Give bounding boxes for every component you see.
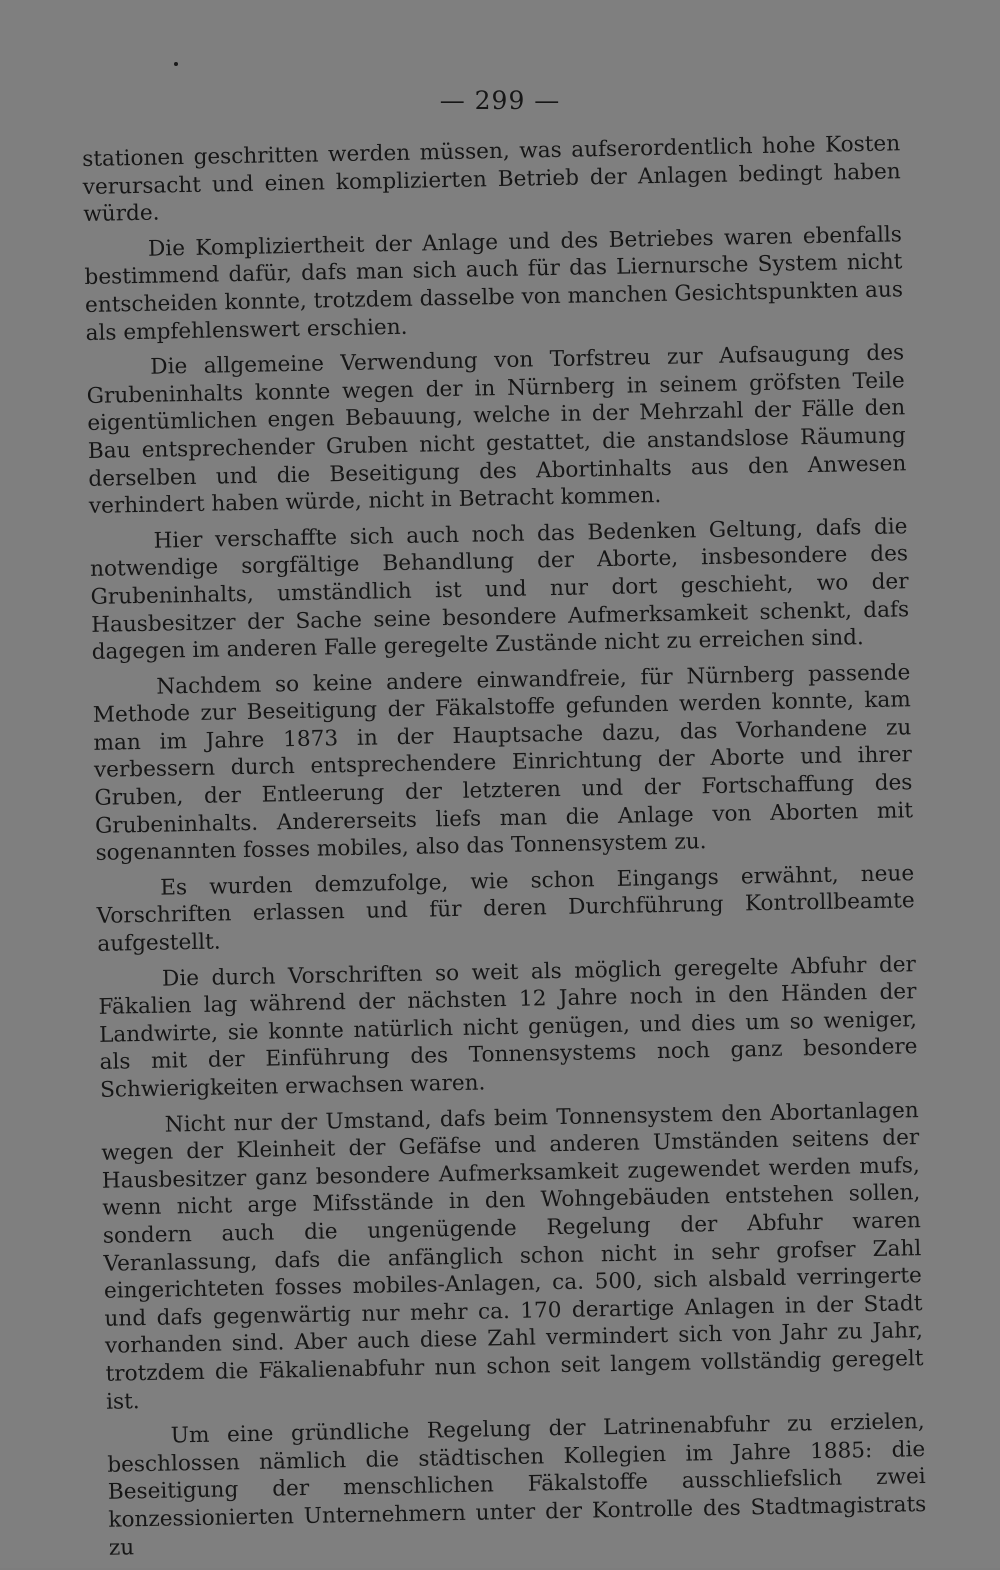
paragraph-2: Die Kompliziertheit der Anlage und des Betriebes waren ebenfalls bestimmend dafür, dafs man sich auch für das Liernursche System nicht entscheiden konnte, trotzdem dasselbe von manchen Gesichtspunkten aus als empfehlenswert erschien. — [84, 222, 904, 346]
print-speck — [174, 62, 178, 66]
body-text — [82, 130, 927, 1570]
paragraph-8: Nicht nur der Umstand, dafs beim Tonnensystem den Abortanlagen wegen der Kleinheit der Gefäfse und anderen Umständen seitens der Hausbesitzer ganz besondere Aufmerksamkeit zugewendet werden mufs, wenn nicht arge Mifsstände in den Wohngebäuden entstehen sollen, sondern auch die ungenügende Regelung der Abfuhr waren Veranlassung, dafs die anfänglich schon nicht in sehr grofser Zahl eingerichteten fosses mobiles-Anlagen, ca. 500, sich alsbald verringerte und dafs gegenwärtig nur mehr ca. 170 derartige Anlagen in der Stadt vorhanden sind. Aber auch diese Zahl vermindert sich von Jahr zu Jahr, trotzdem die Fäkalienabfuhr nun schon seit langem vollständig geregelt ist. — [101, 1097, 924, 1415]
paragraph-3: Die allgemeine Verwendung von Torfstreu zur Aufsaugung des Grubeninhalts konnte wegen der in Nürnberg in seinem gröfsten Teile eigentümlichen engen Bebauung, welche in der Mehrzahl der Fälle den Bau entsprechender Gruben nicht gestattet, die anstandslose Räumung derselben und die Beseitigung des Abortinhalts aus den Anwesen verhindert haben würde, nicht in Betracht kommen. — [86, 340, 907, 520]
page-number: — 299 — — [439, 86, 561, 115]
paragraph-1: stationen geschritten werden müssen, was aufserordentlich hohe Kosten verursacht und einen komplizierten Betrieb der Anlagen bedingt haben würde. — [82, 131, 901, 228]
paragraph-7: Die durch Vorschriften so weit als möglich geregelte Abfuhr der Fäkalien lag während der nächsten 12 Jahre noch in den Händen der Landwirte, sie konnte natürlich nicht genügen, und dies um so weniger, als mit der Einführung des Tonnensystems noch ganz besondere Schwierigkeiten erwachsen waren. — [98, 951, 918, 1103]
paragraph-5: Nachdem so keine andere einwandfreie, für Nürnberg passende Methode zur Beseitigung der Fäkalstoffe gefunden werden konnte, kam man im Jahre 1873 in der Hauptsache dazu, das Vorhandene zu verbessern durch entsprechendere Einrichtung der Aborte und ihrer Gruben, der Entleerung der letzteren und der Fortschaffung des Grubeninhalts. Andererseits liefs man die Anlage von Aborten mit sogenannten fosses mobiles, also das Tonnensystem zu. — [92, 659, 914, 867]
paragraph-6: Es wurden demzufolge, wie schon Eingangs erwähnt, neue Vorschriften erlassen und für deren Durchführung Kontrollbeamte aufgestellt. — [96, 861, 915, 957]
paragraph-9: Um eine gründliche Regelung der Latrinenabfuhr zu erzielen, beschlossen nämlich die städtischen Kollegien im Jahre 1885: die Beseitigung der menschlichen Fäkalstoffe ausschliefslich zwei konzessionierten Unternehmern unter der Kontrolle des Stadtmagistrats zu — [107, 1409, 927, 1561]
paragraph-4: Hier verschaffte sich auch noch das Bedenken Geltung, dafs die notwendige sorgfältige Behandlung der Aborte, insbesondere des Grubeninhalts, umständlich ist und nur dort geschieht, wo der Hausbesitzer der Sache seine besondere Aufmerksamkeit schenkt, dafs dagegen im anderen Falle geregelte Zustände nicht zu erreichen sind. — [89, 513, 910, 665]
